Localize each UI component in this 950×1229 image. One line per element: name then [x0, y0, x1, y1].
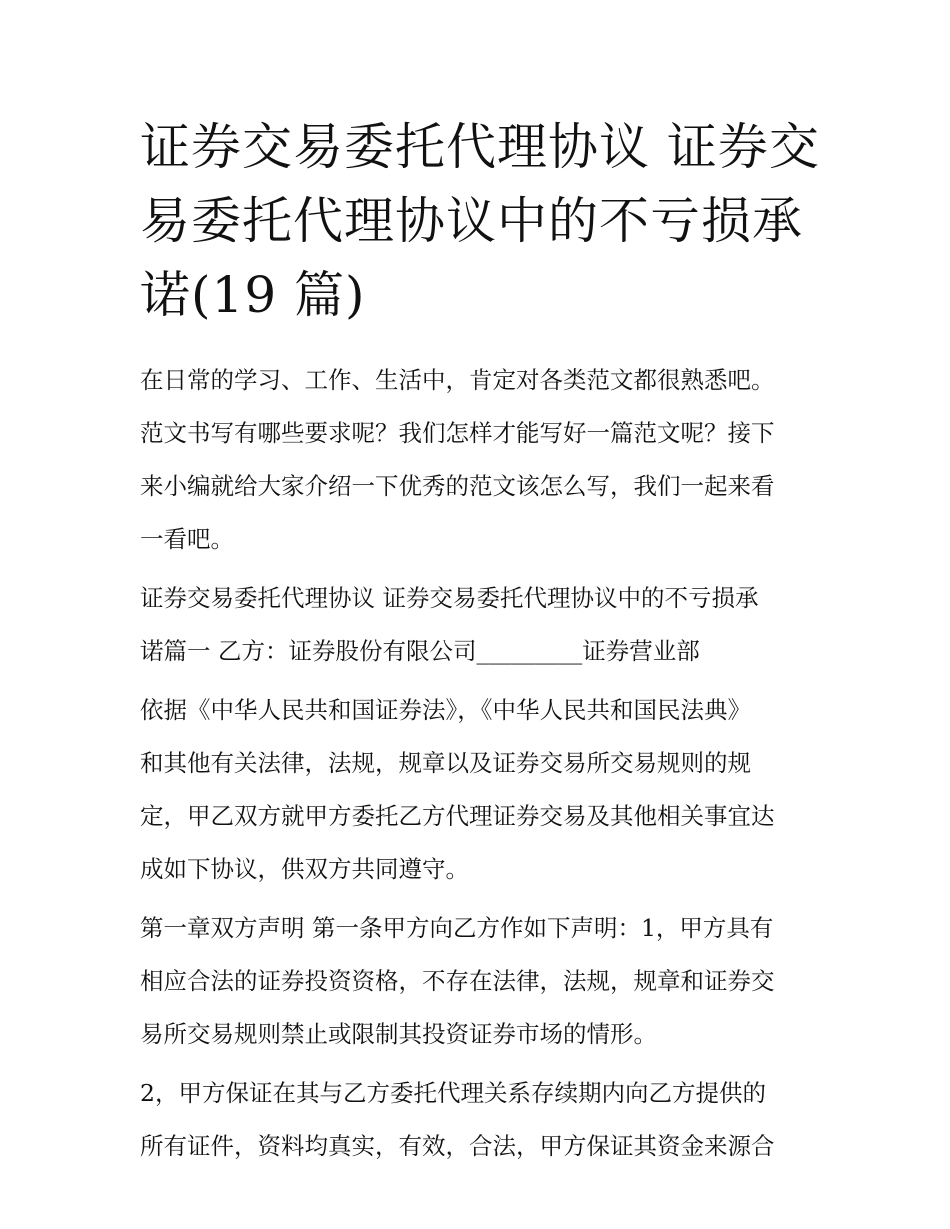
paragraph-intro [140, 354, 820, 566]
title-line: 诺(19 篇) [140, 266, 366, 324]
text-line: 依据《中华人民共和国证券法》，《中华人民共和国民法典》 [140, 696, 751, 724]
paragraph-heading [140, 572, 820, 678]
text-line: 范文书写有哪些要求呢？我们怎样才能写好一篇范文呢？接下 [140, 419, 775, 447]
text-line: 所有证件，资料均真实，有效，合法，甲方保证其资金来源合 [140, 1132, 775, 1160]
text-line: 定，甲乙双方就甲方委托乙方代理证券交易及其他相关事宜达 [140, 802, 775, 830]
document-title [140, 110, 820, 332]
text-line: 一看吧。 [140, 525, 234, 553]
text-line: 相应合法的证券投资资格，不存在法律，法规，规章和证券交 [140, 967, 775, 995]
title-line: 易委托代理协议中的不亏损承 [140, 192, 803, 250]
paragraph-clause-two [140, 1067, 820, 1173]
text-line: 在日常的学习、工作、生活中，肯定对各类范文都很熟悉吧。 [140, 366, 775, 394]
text-line: 来小编就给大家介绍一下优秀的范文该怎么写，我们一起来看 [140, 472, 775, 500]
paragraph-chapter-one [140, 902, 820, 1061]
title-line: 证券交易委托代理协议 证券交 [140, 118, 820, 176]
paragraph-basis [140, 684, 820, 896]
text-line: 易所交易规则禁止或限制其投资证券市场的情形。 [140, 1020, 657, 1048]
text-line: 成如下协议，供双方共同遵守。 [140, 855, 469, 883]
text-line: 2，甲方保证在其与乙方委托代理关系存续期内向乙方提供的 [140, 1079, 766, 1107]
text-line: 和其他有关法律，法规，规章以及证券交易所交易规则的规 [140, 749, 751, 777]
text-line: 诺篇一 乙方：证券股份有限公司_________证券营业部 [140, 637, 700, 665]
text-line: 第一章双方声明 第一条甲方向乙方作如下声明：1，甲方具有 [140, 914, 774, 942]
text-line: 证券交易委托代理协议 证券交易委托代理协议中的不亏损承 [140, 584, 759, 612]
document-body [140, 354, 820, 1179]
